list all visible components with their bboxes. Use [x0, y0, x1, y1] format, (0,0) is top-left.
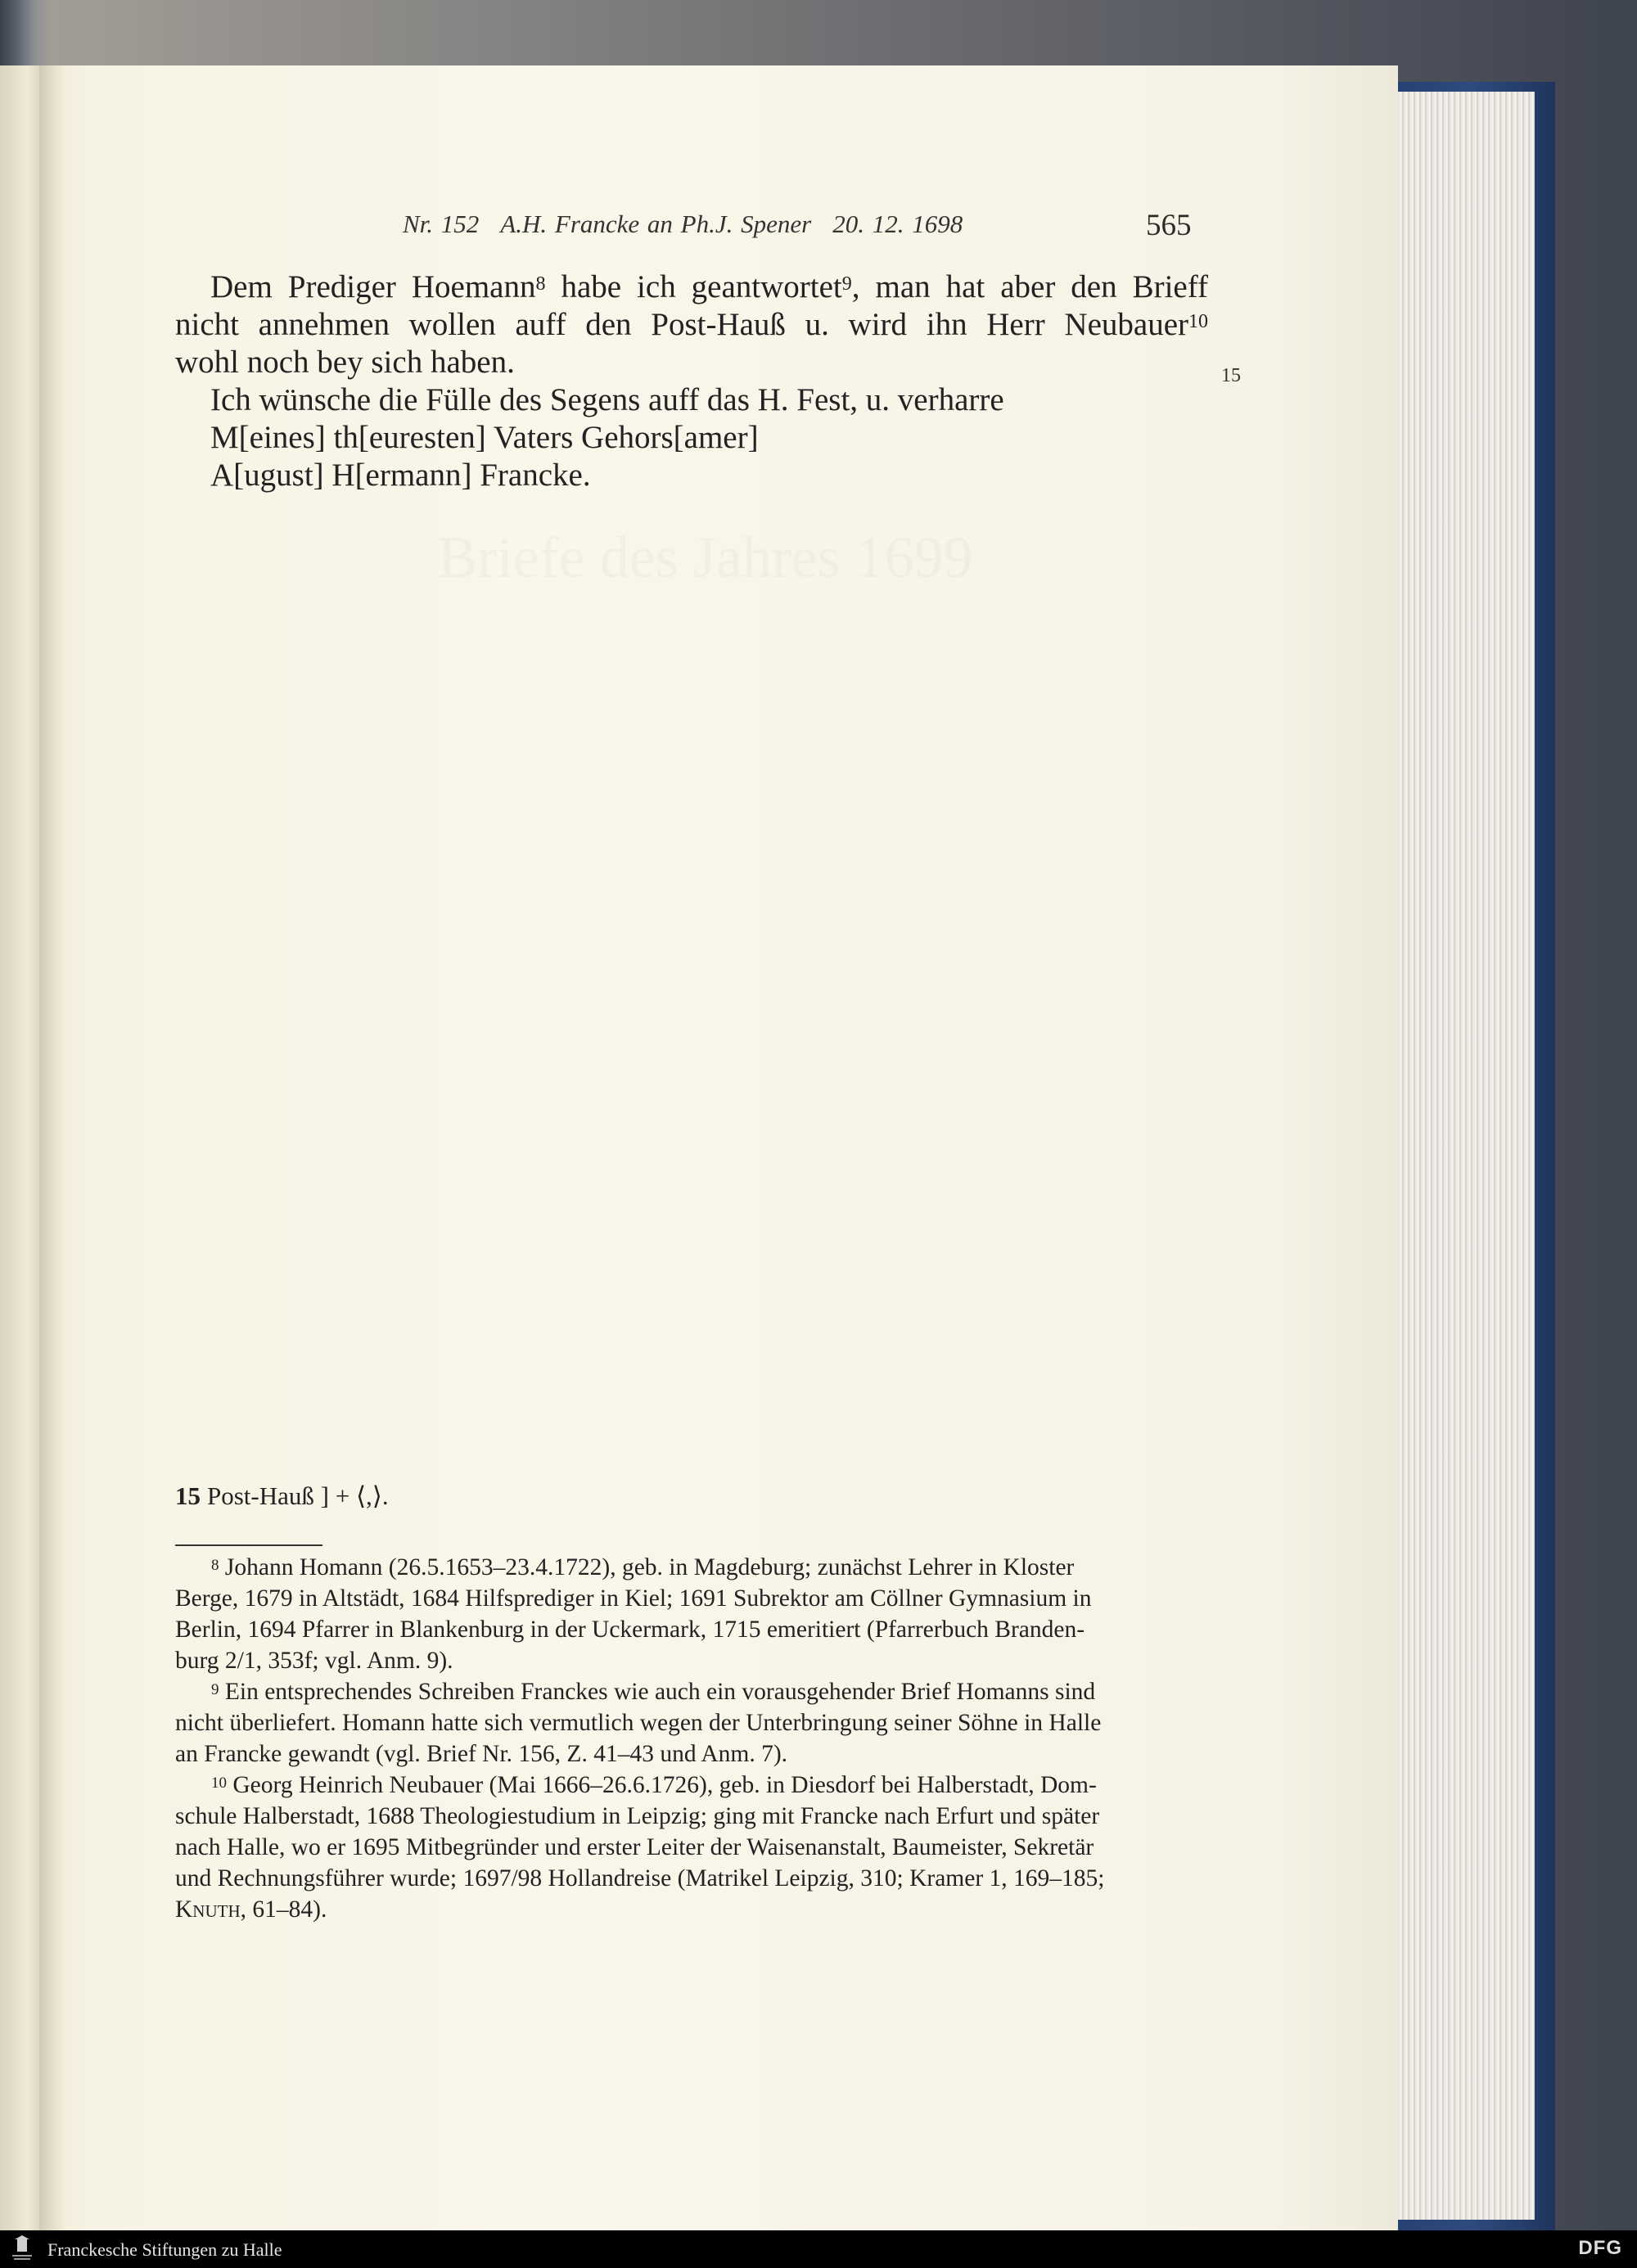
footnote-10	[175, 1770, 1193, 1925]
footnote-ref: 9	[841, 273, 852, 295]
body-text: nicht annehmen wollen auff den Post-Hauß u. wird ihn Herr Neubauer	[175, 307, 1188, 342]
footnote-line: und Rechnungsführer wurde; 1697/98 Hollandreise (Matrikel Leipzig, 310; Kramer 1, 169–185;	[175, 1865, 1105, 1892]
footnote-line: an Francke gewandt (vgl. Brief Nr. 156, Z. 41–43 und Anm. 7).	[175, 1741, 788, 1767]
footnotes	[175, 1552, 1193, 1925]
body-text: wohl noch bey sich haben.	[175, 345, 515, 380]
institution-name: Franckesche Stiftungen zu Halle	[47, 2239, 282, 2260]
body-text: Ich wünsche die Fülle des Segens auff das H. Fest, u. verharre	[210, 382, 1004, 417]
running-head	[403, 210, 984, 239]
critical-apparatus	[175, 1481, 389, 1511]
facing-page-edge	[0, 65, 39, 2230]
body-line	[175, 457, 1208, 494]
body-line	[175, 344, 1208, 381]
footnote-line: nach Halle, wo er 1695 Mitbegründer und erster Leiter der Waisenanstalt, Baumeister, Sekretär	[175, 1834, 1094, 1860]
apparatus-text: Post-Hauß ] + ⟨,⟩.	[207, 1481, 389, 1510]
footnote-line: Berge, 1679 in Altstädt, 1684 Hilfsprediger in Kiel; 1691 Subrektor am Cöllner Gymnasium in	[175, 1585, 1092, 1612]
footnote-line: burg 2/1, 353f; vgl. Anm. 9).	[175, 1648, 453, 1674]
body-line	[175, 268, 1208, 306]
footnote-9	[175, 1676, 1193, 1770]
footnote-line: Johann Homann (26.5.1653–23.4.1722), geb. in Magdeburg; zunächst Lehrer in Kloster	[224, 1554, 1075, 1580]
footnote-line: nicht überliefert. Homann hatte sich vermutlich wegen der Unterbringung seiner Söhne in Halle	[175, 1710, 1102, 1736]
footnote-ref: 8	[535, 273, 546, 295]
body-line	[175, 306, 1208, 344]
funder-logo: DFG	[1578, 2237, 1622, 2259]
margin-line-number: 15	[1221, 365, 1241, 386]
footnote-line: Berlin, 1694 Pfarrer in Blankenburg in der Uckermark, 1715 emeritiert (Pfarrerbuch Branden-	[175, 1616, 1085, 1643]
footnote-rule	[175, 1544, 322, 1546]
footnote-line: Knuth, 61–84).	[175, 1896, 327, 1923]
show-through-text: Briefe des Jahres 1699	[438, 525, 973, 590]
letter-body	[175, 268, 1208, 494]
footnote-number: 8	[211, 1557, 219, 1574]
footnote-line: Georg Heinrich Neubauer (Mai 1666–26.6.1726), geb. in Diesdorf bei Halberstadt, Dom-	[232, 1772, 1097, 1798]
body-text: habe ich geantwortet	[545, 269, 842, 304]
page-number: 565	[1146, 209, 1192, 242]
body-text: , man hat aber den Brieff	[851, 269, 1208, 304]
footnote-number: 10	[211, 1774, 227, 1792]
footnote-number: 9	[211, 1681, 219, 1698]
body-line	[175, 419, 1208, 457]
running-head-number: Nr. 152	[403, 210, 480, 238]
body-text: M[eines] th[euresten] Vaters Gehors[amer]	[210, 420, 759, 455]
body-line	[175, 381, 1208, 419]
institution-logo-icon	[10, 2235, 34, 2263]
body-text: A[ugust] H[ermann] Francke.	[210, 458, 591, 493]
footnote-line: schule Halberstadt, 1688 Theologiestudium in Leipzig; ging mit Francke nach Erfurt und später	[175, 1803, 1100, 1829]
running-head-title: A.H. Francke an Ph.J. Spener	[500, 210, 812, 238]
running-head-date: 20. 12. 1698	[832, 210, 963, 238]
page-block-edges	[1387, 92, 1535, 2220]
footnote-line: Ein entsprechendes Schreiben Franckes wie auch ein vorausgehender Brief Homanns sind	[224, 1679, 1096, 1705]
gutter-shadow	[39, 65, 64, 2230]
body-text: Dem Prediger Hoemann	[210, 269, 536, 304]
viewer-footer	[0, 2230, 1637, 2268]
footnote-ref: 10	[1188, 311, 1208, 332]
footnote-8	[175, 1552, 1193, 1676]
apparatus-line-number: 15	[175, 1481, 201, 1510]
